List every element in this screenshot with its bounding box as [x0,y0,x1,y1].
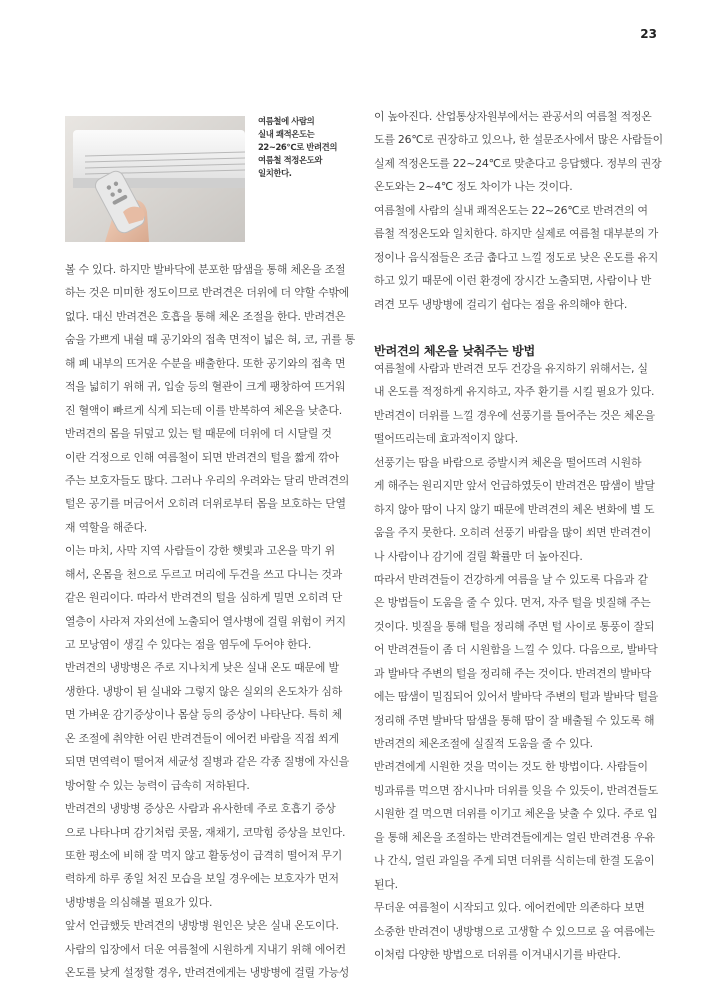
text-line: 려견 모두 냉방병에 걸리기 쉽다는 점을 유의해야 한다. [374,297,628,311]
text-line: 또한 평소에 비해 잘 먹지 않고 활동성이 급격히 떨어져 무기 [65,848,343,862]
text-line: 주는 보호자들도 많다. 그러나 우리의 우려와는 달리 반려견의 [65,473,350,487]
caption-line: 여름철 적정온도와 [258,155,323,165]
text-line: 움을 주지 못한다. 오히려 선풍기 바람을 많이 쐬면 반려견이 [374,526,652,540]
text-line: 이는 마치, 사막 지역 사람들이 강한 햇빛과 고온을 막기 위 [65,544,335,558]
text-line: 사람의 입장에서 더운 여름철에 시원하게 지내기 위해 에어컨 [65,942,346,956]
text-line: 시원한 걸 먹으면 더위를 이기고 체온을 낮출 수 있다. 주로 입 [374,807,658,821]
air-conditioner-photo [65,116,245,242]
text-line: 앞서 언급했듯 반려견의 냉방병 원인은 낮은 실내 온도이다. [65,919,339,933]
text-line: 반려견에게 시원한 것을 먹이는 것도 한 방법이다. 사람들이 [374,760,648,774]
text-line: 이 높아진다. 산업통상자원부에서는 관공서의 여름철 적정온 [374,110,652,123]
text-line: 게 해주는 원리지만 앞서 언급하였듯이 반려견은 땀샘이 발달 [374,479,655,493]
text-line: 된다. [374,877,398,891]
text-line: 정이나 음식점들은 조금 춥다고 느낄 정도로 낮은 온도를 유지 [374,250,659,264]
text-line: 정리해 주면 발바닥 땀샘을 통해 땀이 잘 배출될 수 있도록 해 [374,713,655,727]
text-line: 은 방법들이 도움을 줄 수 있다. 먼저, 자주 털을 빗질해 주는 [374,596,651,610]
text-line: 하는 것은 미미한 정도이므로 반려견은 더위에 더 약할 수밖에 [65,286,350,300]
photo-caption [258,115,350,180]
text-line: 여름철에 사람과 반려견 모두 건강을 유지하기 위해서는, 실 [374,362,648,375]
text-line: 하지 않아 땀이 나지 않기 때문에 반려견의 체온 변화에 별 도 [374,502,655,516]
text-line: 해서, 온몸을 천으로 두르고 머리에 두건을 쓰고 다니는 것과 [65,567,343,581]
text-line: 온도를 낮게 설정할 경우, 반려견에게는 냉방병에 걸릴 가능성 [65,966,350,980]
right-column-top-text [374,105,663,316]
text-line: 어 반려견들이 좀 더 시원함을 느낄 수 있다. 다음으로, 발바닥 [374,643,658,657]
text-line: 으로 나타나며 감기처럼 콧물, 재채기, 코막힘 증상을 보인다. [65,825,346,839]
text-line: 따라서 반려견들이 건강하게 여름을 날 수 있도록 다음과 같 [374,572,648,586]
text-line: 과 발바닥 주변의 털을 정리해 주는 것이다. 반려견의 발바닥 [374,666,652,680]
text-line: 적을 넓히기 위해 귀, 입술 등의 혈관이 크게 팽창하여 뜨거워 [65,380,346,394]
caption-line: 일치한다. [258,168,292,178]
text-line: 되면 면역력이 떨어져 세균성 질병과 같은 각종 질병에 자신을 [65,755,350,769]
text-line: 진 혈액이 빠르게 식게 되는데 이를 반복하여 체온을 낮춘다. [65,403,343,417]
text-line: 숨을 가쁘게 내쉴 때 공기와의 접촉 면적이 넓은 혀, 코, 귀를 통 [65,333,356,347]
text-line: 이처럼 다양한 방법으로 더위를 이겨내시기를 바란다. [374,947,621,961]
text-line: 방어할 수 있는 능력이 급속히 저하된다. [65,778,250,792]
text-line: 온도와는 2~4℃ 정도 차이가 나는 것이다. [374,180,573,194]
text-line: 반려견의 체온조절에 실질적 도움을 줄 수 있다. [374,737,593,750]
text-line: 고 모낭염이 생길 수 있다는 점을 염두에 두어야 한다. [65,638,312,651]
text-line: 무더운 여름철이 시작되고 있다. 에어컨에만 의존하다 보면 [374,901,645,915]
section-heading: 반려견의 체온을 낮춰주는 방법 [374,344,535,358]
text-line: 생한다. 냉방이 된 실내와 그렇지 않은 실외의 온도차가 심하 [65,684,343,698]
text-line: 같은 원리이다. 따라서 반려견의 털을 심하게 밀면 오히려 단 [65,591,343,605]
caption-line: 실내 쾌적온도는 [258,129,315,139]
text-line: 여름철에 사람의 실내 쾌적온도는 22~26℃로 반려견의 여 [374,203,648,217]
air-conditioner-illustration [65,116,245,242]
text-line: 을 통해 체온을 조절하는 반려견들에게는 얼린 반려견용 우유 [374,830,655,844]
text-line: 없다. 대신 반려견은 호흡을 통해 체온 조절을 한다. 반려견은 [65,309,346,323]
text-line: 것이다. 빗질을 통해 털을 정리해 주면 털 사이로 통풍이 잘되 [374,619,655,633]
text-line: 이란 걱정으로 인해 여름철이 되면 반려견의 털을 짧게 깎아 [65,450,339,464]
text-line: 재 역할을 해준다. [65,520,148,534]
text-line: 해 폐 내부의 뜨거운 수분을 배출한다. 또한 공기와의 접촉 면 [65,356,346,370]
text-line: 반려견의 냉방병은 주로 지나치게 낮은 실내 온도 때문에 발 [65,661,339,675]
text-line: 반려견의 몸을 뒤덮고 있는 털 때문에 더위에 더 시달릴 것 [65,427,332,441]
text-line: 름철 적정온도와 일치한다. 하지만 실제로 여름철 대부분의 가 [374,227,659,241]
text-line: 소중한 반려견이 냉방병으로 고생할 수 있으므로 올 여름에는 [374,924,655,938]
page-number: 23 [640,27,657,41]
text-line: 도를 26℃로 권장하고 있으나, 한 설문조사에서 많은 사람들이 [374,133,663,147]
text-line: 볼 수 있다. 하지만 발바닥에 분포한 땀샘을 통해 체온을 조절 [65,263,346,276]
text-line: 력하게 하루 종일 처진 모습을 보일 경우에는 보호자가 먼저 [65,872,339,886]
text-line: 나 간식, 얼린 과일을 주게 되면 더위를 식히는데 한결 도움이 [374,854,655,868]
text-line: 실제 적정온도를 22~24℃로 맞춘다고 응답했다. 정부의 권장 [374,156,662,170]
left-column-text [65,258,356,985]
text-line: 내 온도를 적정하게 유지하고, 자주 환기를 시킬 필요가 있다. [374,385,655,399]
text-line: 빙과류를 먹으면 잠시나마 더위를 잊을 수 있듯이, 반려견들도 [374,783,659,797]
text-line: 하고 있기 때문에 이런 환경에 장시간 노출되면, 사람이나 반 [374,274,652,288]
text-line: 나 사람이나 감기에 걸릴 확률만 더 높아진다. [374,549,583,563]
text-line: 떨어뜨리는데 효과적이지 않다. [374,432,518,446]
text-line: 면 가벼운 감기증상이나 몸살 등의 증상이 나타난다. 특히 체 [65,708,343,722]
text-line: 온 조절에 취약한 어린 반려견들이 에어컨 바람을 직접 쐬게 [65,731,339,745]
caption-line: 22~26℃로 반려견의 [258,142,338,152]
text-line: 반려견의 냉방병 증상은 사람과 유사한데 주로 호흡기 증상 [65,802,336,816]
right-column-bottom-text [374,357,658,966]
text-line: 냉방병을 의심해볼 필요가 있다. [65,895,213,909]
text-line: 반려견이 더위를 느낄 경우에 선풍기를 틀어주는 것은 체온을 [374,408,655,422]
text-line: 선풍기는 땀을 바람으로 증발시켜 체온을 떨어뜨려 시원하 [374,455,642,469]
caption-line: 여름철에 사람의 [258,116,315,126]
text-line: 털은 공기를 머금어서 오히려 더위로부터 몸을 보호하는 단열 [65,497,346,511]
text-line: 에는 땀샘이 밀집되어 있어서 발바닥 주변의 털과 발바닥 털을 [374,690,659,704]
text-line: 열층이 사라져 자외선에 노출되어 열사병에 걸릴 위험이 커지 [65,614,346,628]
